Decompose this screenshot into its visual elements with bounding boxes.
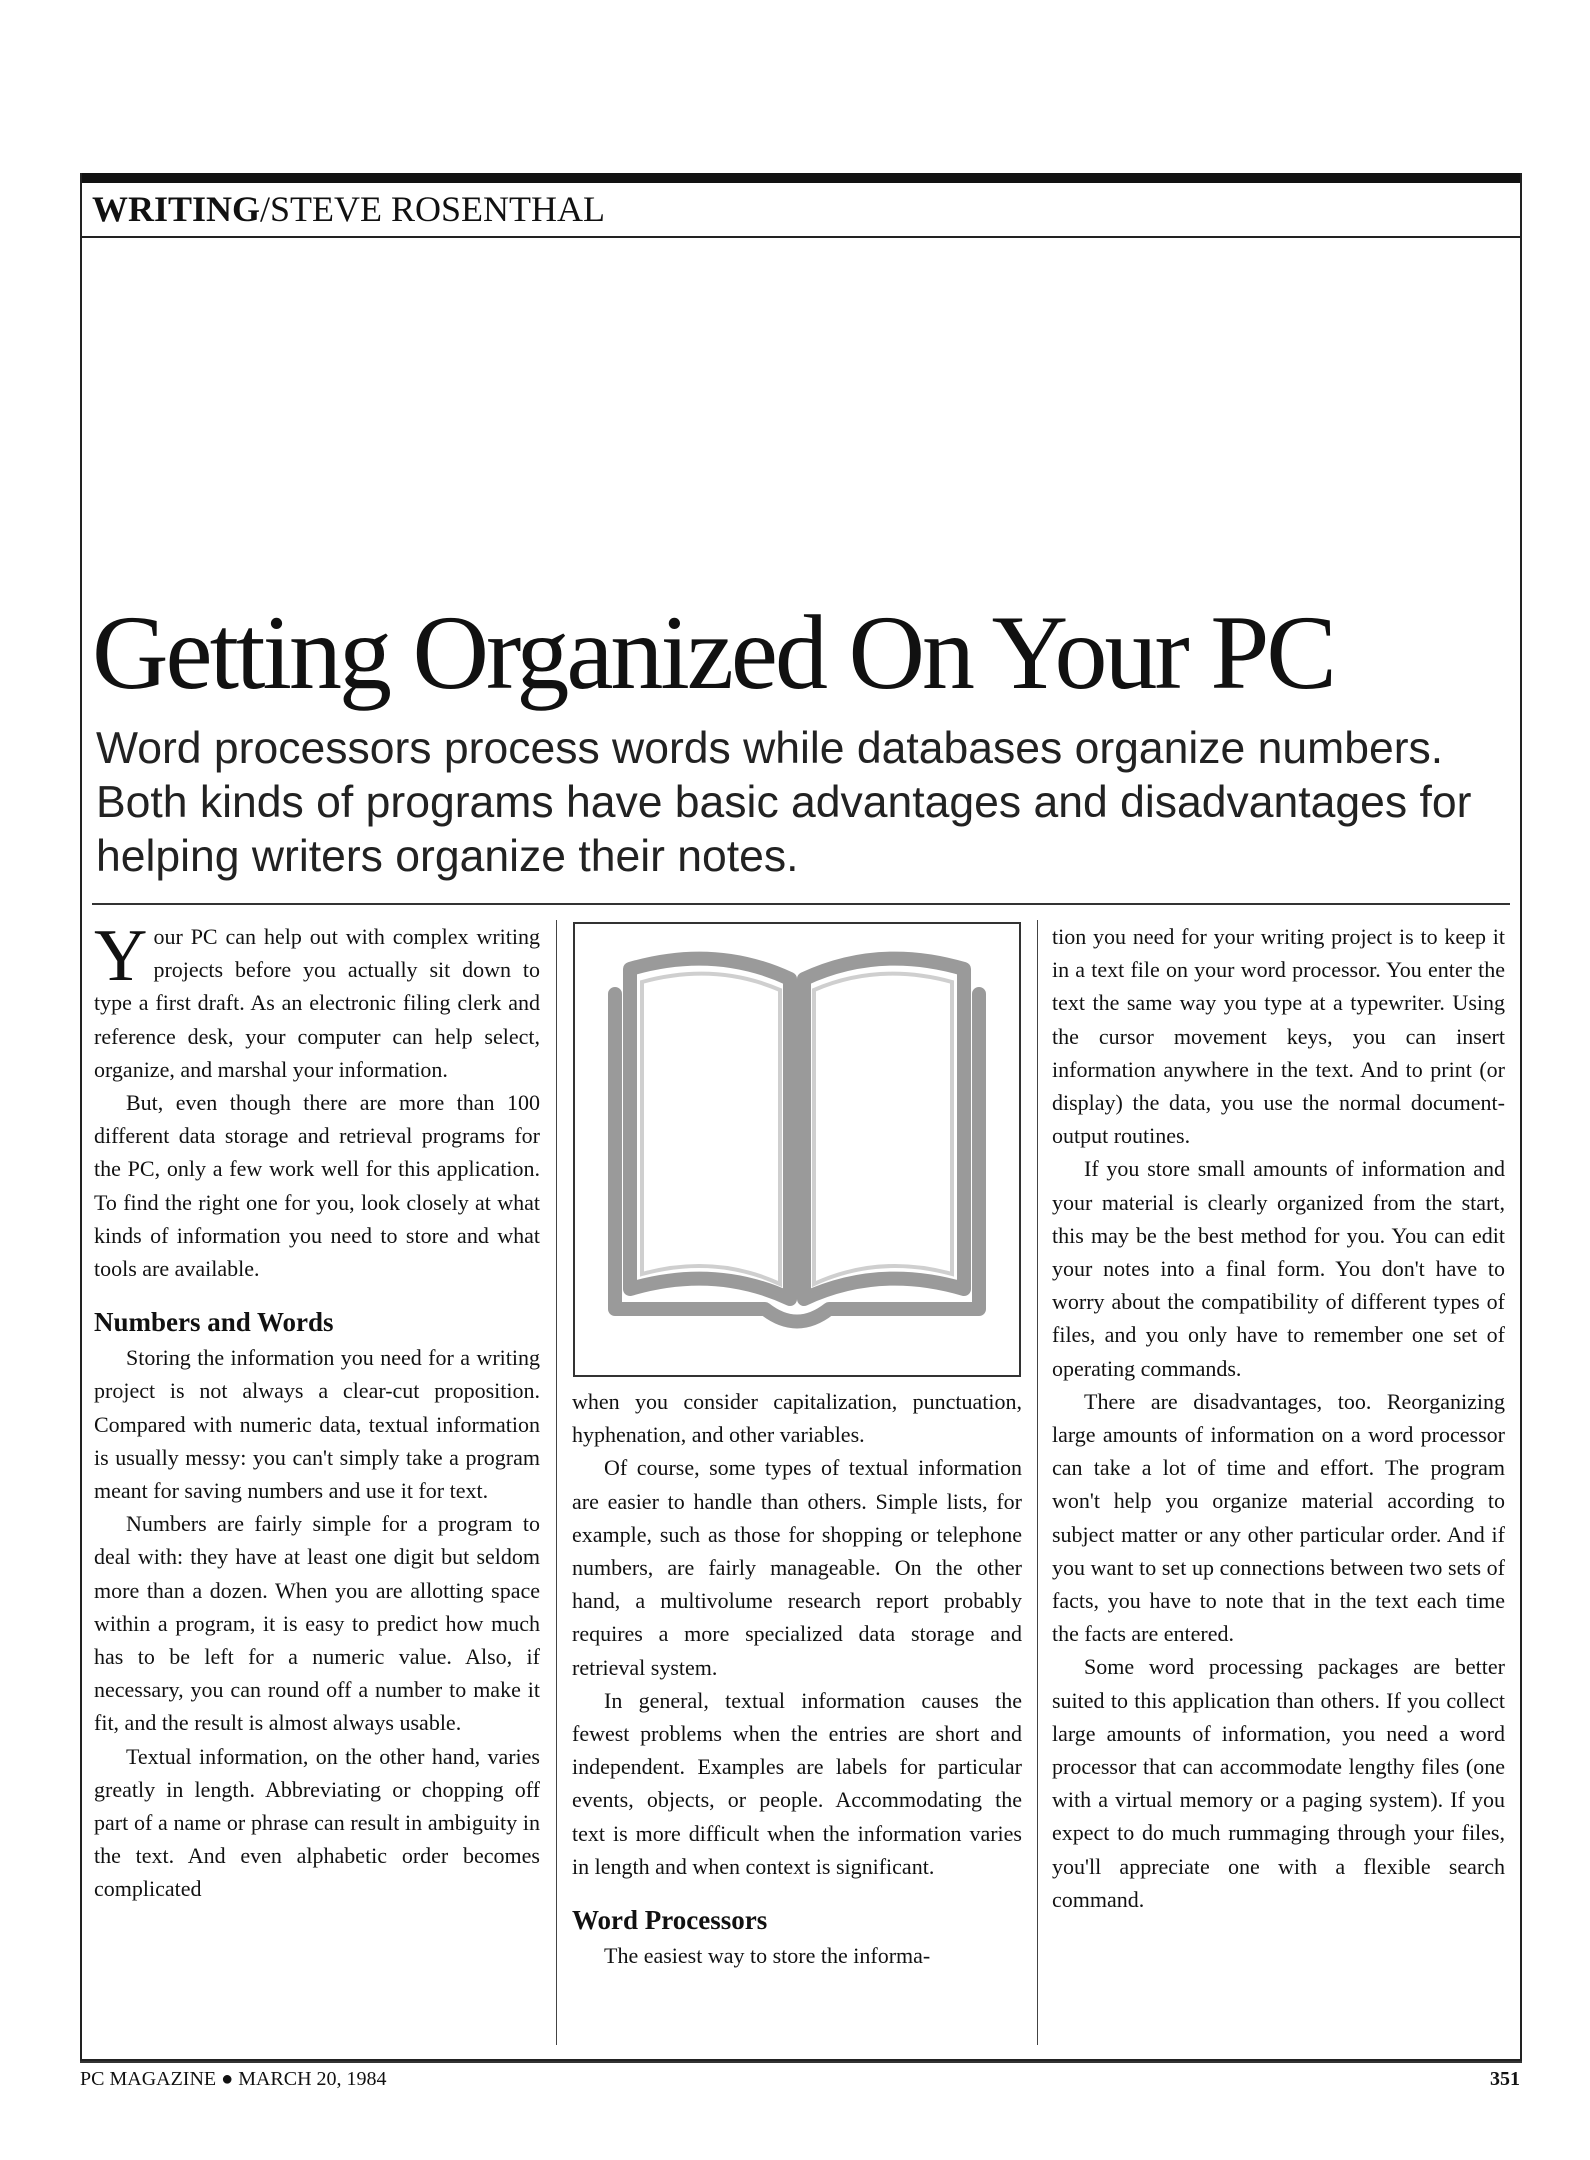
drop-cap: Y	[94, 915, 148, 997]
paragraph: tion you need for your writing project is to keep it in a text file on your word processor. You enter the text the same way you type at a typewriter. Using the cursor movement keys, you can insert information anywhere in the text. And to print (or display) the data, you use the normal document-output routines.	[1052, 924, 1505, 1149]
article-title: Getting Organized On Your PC	[92, 594, 1334, 711]
paragraph: when you consider capitalization, punctuation, hyphenation, and other variables.	[572, 1389, 1022, 1448]
paragraph: In general, textual information causes the fewest problems when the entries are short and independent. Examples are labels for particular events, objects, or people. Accommodating the text is more difficult when the information varies in length and when context is significant.	[572, 1687, 1022, 1879]
footer-rule	[80, 2061, 1522, 2063]
article-deck: Word processors process words while databases organize numbers. Both kinds of programs have basic advantages and disadvantages for helping writers organize their notes.	[96, 724, 1472, 881]
column-2	[572, 1385, 1022, 1972]
header-bottom-rule	[80, 236, 1522, 238]
section-header	[92, 188, 605, 230]
paragraph-text: our PC can help out with complex writing projects before you actually sit down to type a first draft. As an electronic filing clerk and reference desk, your computer can help select, organize, and marshal your information.	[94, 924, 540, 1082]
open-book-icon	[575, 924, 1019, 1375]
column-1	[94, 915, 540, 1906]
column-divider	[556, 920, 557, 2045]
paragraph: Numbers are fairly simple for a program to deal with: they have at least one digit but seldom more than a dozen. When you are allotting space within a program, it is easy to predict how much has to be left for a numeric value. Also, if necessary, you can round off a number to make it fit, and the result is almost always usable.	[94, 1511, 540, 1736]
paragraph: Some word processing packages are better suited to this application than others. If you collect large amounts of information, you need a word processor that can accommodate lengthy files (one with a virtual memory or a paging system). If you expect to do much rummaging through your files, you'll appreciate one with a flexible search command.	[1052, 1654, 1505, 1912]
paragraph: Storing the information you need for a writing project is not always a clear-cut proposition. Compared with numeric data, textual information is usually messy: you can't simply take a program meant for saving numbers and use it for text.	[94, 1345, 540, 1504]
paragraph: But, even though there are more than 100 different data storage and retrieval programs for the PC, only a few work well for this application. To find the right one for you, look closely at what kinds of information you need to store and what tools are available.	[94, 1090, 540, 1282]
paragraph: Textual information, on the other hand, varies greatly in length. Abbreviating or chopping off part of a name or phrase can result in ambiguity in the text. And even alphabetic order becomes complicated	[94, 1743, 540, 1902]
page-number: 351	[1490, 2068, 1520, 2090]
subheading: Word Processors	[572, 1905, 768, 1936]
subheading: Numbers and Words	[94, 1307, 334, 1338]
paragraph: Of course, some types of textual information are easier to handle than others. Simple lists, for example, such as those for shopping or telephone numbers, are fairly manageable. On the other hand, a multivolume research report probably requires a more specialized data storage and retrieval system.	[572, 1455, 1022, 1680]
paragraph: If you store small amounts of information and your material is clearly organized from the start, this may be the best method for you. You can edit your notes into a final form. You don't have to worry about the compatibility of different types of files, and you only have to remember one set of operating commands.	[1052, 1156, 1505, 1381]
publication-footer: PC MAGAZINE ● MARCH 20, 1984	[80, 2068, 387, 2090]
column-divider	[1037, 920, 1038, 2045]
paragraph: The easiest way to store the informa-	[604, 1943, 931, 1969]
author-byline: /STEVE ROSENTHAL	[260, 189, 606, 229]
section-label: WRITING	[92, 189, 261, 229]
column-3	[1052, 920, 1505, 1916]
book-illustration	[573, 922, 1021, 1377]
deck-rule	[92, 903, 1510, 905]
paragraph: There are disadvantages, too. Reorganizing large amounts of information on a word processor can take a lot of time and effort. The program won't help you organize material according to subject matter or any other particular order. And if you want to set up connections between two sets of facts, you have to note that in the text each time the facts are entered.	[1052, 1388, 1505, 1647]
paragraph	[94, 915, 540, 1086]
